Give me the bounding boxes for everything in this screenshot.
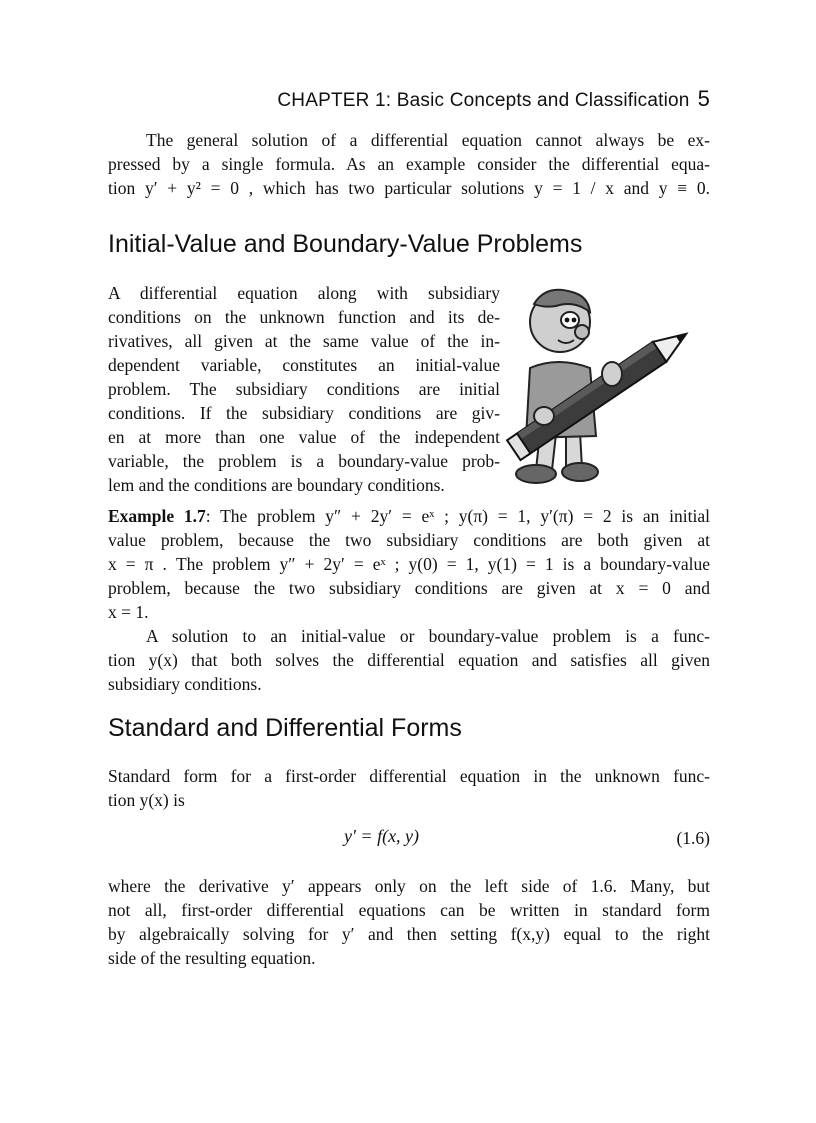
- text-line: value problem, because the two subsidiary conditions are both given at: [108, 530, 710, 550]
- text-line: A solution to an initial-value or boundary-value problem is a func-: [146, 626, 710, 646]
- section-heading-initial-value: Initial-Value and Boundary-Value Problems: [108, 230, 583, 258]
- text-line: en at more than one value of the independent: [108, 427, 500, 447]
- equation-1-6: [108, 826, 710, 852]
- text-line: tion y(x) is: [108, 790, 185, 810]
- text-line: problem. The subsidiary conditions are initial: [108, 379, 500, 399]
- text-line: subsidiary conditions.: [108, 674, 262, 694]
- text-line: tion y(x) that both solves the differential equation and satisfies all given: [108, 650, 710, 670]
- text-line: : The problem y″ + 2y′ = eˣ ; y(π) = 1, y′(π) = 2 is an initial: [205, 506, 710, 526]
- text-line: conditions on the unknown function and its de-: [108, 307, 500, 327]
- equation-number: (1.6): [676, 828, 710, 848]
- page-number: 5: [697, 86, 710, 111]
- text-line: where the derivative y′ appears only on the left side of 1.6. Many, but: [108, 876, 710, 896]
- running-header: [240, 86, 710, 112]
- text-line: The general solution of a differential equation cannot always be ex-: [146, 130, 710, 150]
- equation-expression: y′ = f(x, y): [344, 826, 420, 846]
- text-line: rivatives, all given at the same value of the in-: [108, 331, 500, 351]
- text-line: by algebraically solving for y′ and then setting f(x,y) equal to the right: [108, 924, 710, 944]
- text-line: x = π . The problem y″ + 2y′ = eˣ ; y(0) = 1, y(1) = 1 is a boundary-value: [108, 554, 710, 574]
- text-line: pressed by a single formula. As an example consider the differential equa-: [108, 154, 710, 174]
- text-line: lem and the conditions are boundary conditions.: [108, 475, 445, 495]
- example-1-7: [108, 504, 710, 696]
- text-line: dependent variable, constitutes an initial-value: [108, 355, 500, 375]
- text-line: tion y′ + y² = 0 , which has two particular solutions y = 1 / x and y ≡ 0.: [108, 178, 710, 198]
- text-line: variable, the problem is a boundary-value prob-: [108, 451, 500, 471]
- ivp-definition-paragraph: [108, 281, 500, 497]
- chapter-title: CHAPTER 1: Basic Concepts and Classification: [277, 90, 690, 111]
- example-label: Example 1.7: [108, 506, 206, 526]
- intro-paragraph: [108, 128, 710, 200]
- text-line: conditions. If the subsidiary conditions are giv-: [108, 403, 500, 423]
- pencil-boy-illustration: [500, 282, 712, 488]
- text-line: problem, because the two subsidiary conditions are given at x = 0 and: [108, 578, 710, 598]
- text-line: not all, first-order differential equations can be written in standard form: [108, 900, 710, 920]
- text-line: A differential equation along with subsidiary: [108, 283, 500, 303]
- standard-form-paragraph: [108, 764, 710, 812]
- section-heading-standard-forms: Standard and Differential Forms: [108, 714, 462, 742]
- text-line: Standard form for a first-order differential equation in the unknown func-: [108, 766, 710, 786]
- after-equation-paragraph: [108, 874, 710, 970]
- text-line: side of the resulting equation.: [108, 948, 316, 968]
- text-line: x = 1.: [108, 602, 149, 622]
